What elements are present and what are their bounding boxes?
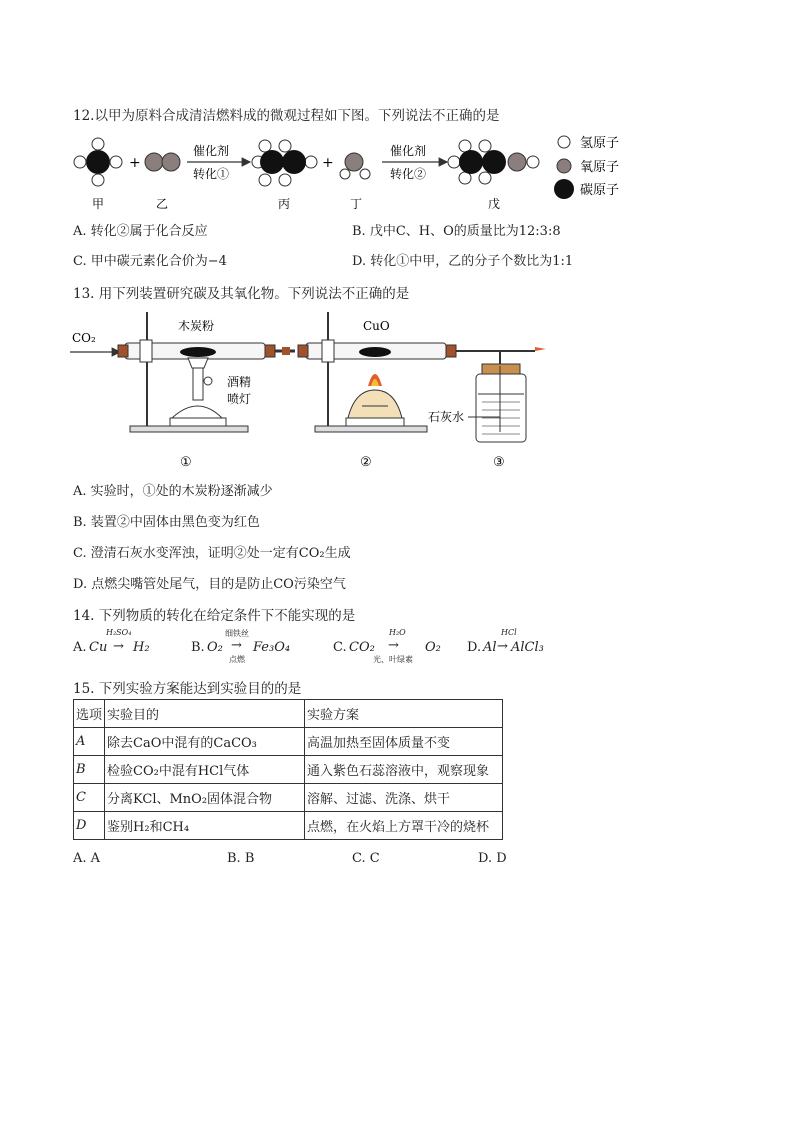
q13-option-c[interactable]: C. 澄清石灰水变浑浊，证明②处一定有CO₂生成 xyxy=(73,546,351,561)
alcohol-lamp-2 xyxy=(346,374,404,426)
yi-molecule xyxy=(145,153,180,171)
arrow1-top: 催化剂 xyxy=(193,144,230,158)
svg-text:③: ③ xyxy=(493,455,505,470)
svg-text:氢原子: 氢原子 xyxy=(580,136,620,151)
svg-text:甲: 甲 xyxy=(92,197,105,211)
arrow2-bottom: 转化② xyxy=(390,167,427,181)
q13-apparatus-diagram xyxy=(70,306,560,474)
svg-text:丙: 丙 xyxy=(278,197,291,211)
svg-text:喷灯: 喷灯 xyxy=(227,392,252,406)
arrow2-top: 催化剂 xyxy=(390,144,427,158)
alcohol-blast-lamp xyxy=(170,358,226,426)
svg-text:乙: 乙 xyxy=(156,197,169,211)
q12-option-b[interactable]: B. 戊中C、H、O的质量比为12:3:8 xyxy=(352,224,561,239)
q15-option-b[interactable]: B. B xyxy=(227,851,255,866)
svg-text:酒精: 酒精 xyxy=(227,375,252,389)
table-row: A 除去CaO中混有的CaCO₃ 高温加热至固体质量不变 xyxy=(74,728,503,756)
q15-table xyxy=(73,699,503,840)
q15-option-d[interactable]: D. D xyxy=(478,851,507,866)
svg-text:木炭粉: 木炭粉 xyxy=(178,319,215,333)
limewater-bottle xyxy=(476,364,526,442)
q12-option-c[interactable]: C. 甲中碳元素化合价为−4 xyxy=(73,254,227,269)
table-header-row: 选项 实验目的 实验方案 xyxy=(74,700,503,728)
table-row: B 检验CO₂中混有HCl气体 通入紫色石蕊溶液中，观察现象 xyxy=(74,756,503,784)
q12-option-d[interactable]: D. 转化①中甲，乙的分子个数比为1:1 xyxy=(352,254,574,269)
legend xyxy=(554,136,619,199)
svg-text:CuO: CuO xyxy=(363,319,390,333)
arrow1-bottom: 转化① xyxy=(193,167,230,181)
q13-option-d[interactable]: D. 点燃尖嘴管处尾气，目的是防止CO污染空气 xyxy=(73,577,346,592)
svg-text:碳原子: 碳原子 xyxy=(580,183,620,198)
tube-2 xyxy=(298,340,456,362)
svg-text:丁: 丁 xyxy=(350,197,363,211)
bing-molecule xyxy=(252,140,317,186)
q13-stem: 13. 用下列装置研究碳及其氧化物。下列说法不正确的是 xyxy=(73,286,410,302)
methane-molecule xyxy=(74,138,122,186)
q13-option-a[interactable]: A. 实验时，①处的木炭粉逐渐减少 xyxy=(73,484,273,499)
water-molecule xyxy=(340,153,370,179)
q12-molecule-diagram xyxy=(70,128,650,212)
svg-text:石灰水: 石灰水 xyxy=(428,410,465,424)
q15-option-a[interactable]: A. A xyxy=(73,851,101,866)
plus-sign-2: + xyxy=(322,155,334,171)
plus-sign: + xyxy=(129,155,141,171)
svg-text:①: ① xyxy=(180,455,192,470)
svg-text:氧原子: 氧原子 xyxy=(580,160,620,175)
q12-stem: 12.以甲为原料合成清洁燃料成的微观过程如下图。下列说法不正确的是 xyxy=(73,108,500,124)
svg-text:②: ② xyxy=(360,455,372,470)
q15-option-c[interactable]: C. C xyxy=(352,851,380,866)
q15-stem: 15. 下列实验方案能达到实验目的的是 xyxy=(73,681,302,697)
q13-option-b[interactable]: B. 装置②中固体由黑色变为红色 xyxy=(73,515,260,530)
table-row: C 分离KCl、MnO₂固体混合物 溶解、过滤、洗涤、烘干 xyxy=(74,784,503,812)
svg-text:戊: 戊 xyxy=(488,197,501,211)
wu-molecule xyxy=(448,140,539,184)
q12-option-a[interactable]: A. 转化②属于化合反应 xyxy=(73,224,208,239)
q14-options: H₂SO₄ A. Cu → H₂ 细铁丝 B. O₂ → 点燃 Fe₃O₄ H₂O C. CO₂ → 光、叶绿素 O₂ HCl D. Al → AlCl₃ xyxy=(73,628,544,664)
svg-text:CO₂: CO₂ xyxy=(72,331,96,345)
q14-stem: 14. 下列物质的转化在给定条件下不能实现的是 xyxy=(73,608,356,624)
table-row: D 鉴别H₂和CH₄ 点燃，在火焰上方罩干冷的烧杯 xyxy=(74,812,503,840)
